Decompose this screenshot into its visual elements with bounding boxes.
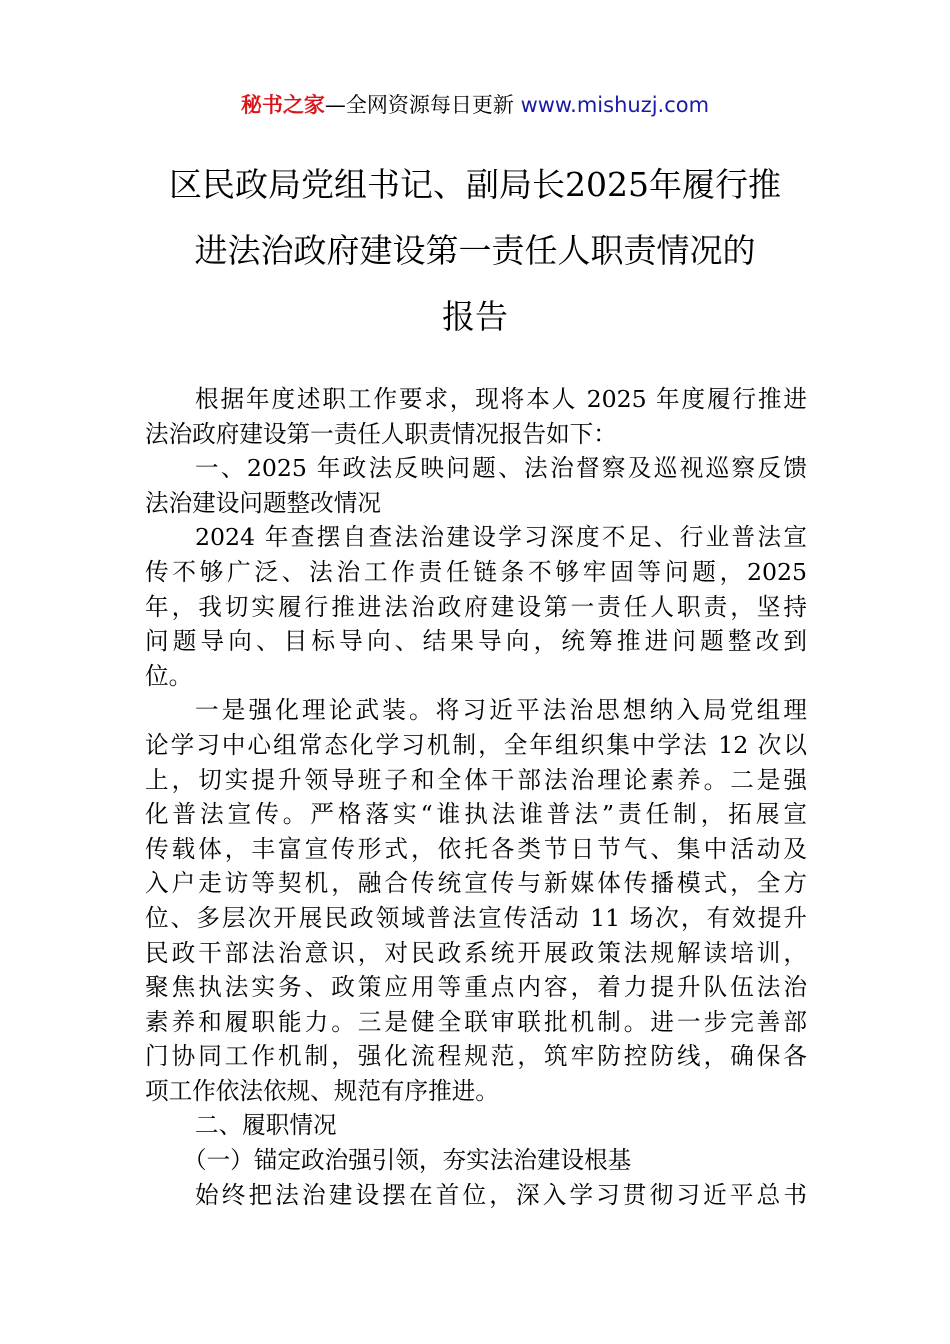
site-header-banner [0, 88, 950, 122]
section-heading-2: 二、履职情况 [195, 1111, 337, 1140]
body-line: 聚焦执法实务、政策应用等重点内容，着力提升队伍法治 [145, 973, 807, 1002]
title-line: 报告 [442, 297, 508, 336]
body-line: 一是强化理论武装。将习近平法治思想纳入局党组理 [195, 696, 807, 725]
body-line: 位、多层次开展民政领域普法宣传活动 11 场次，有效提升 [145, 903, 807, 932]
body-line: 素养和履职能力。三是健全联审联批机制。进一步完善部 [145, 1007, 807, 1036]
body-line: 民政干部法治意识，对民政系统开展政策法规解读培训， [145, 938, 807, 967]
body-line: 年，我切实履行推进法治政府建设第一责任人职责，坚持 [145, 592, 807, 621]
body-line: 法治政府建设第一责任人职责情况报告如下： [145, 419, 617, 448]
body-line: 上，切实提升领导班子和全体干部法治理论素养。二是强 [145, 765, 807, 794]
body-line: 位。 [145, 661, 193, 690]
body-line: 论学习中心组常态化学习机制，全年组织集中学法 12 次以 [145, 730, 807, 759]
section-heading-1: 一、2025 年政法反映问题、法治督察及巡视巡察反馈 [195, 454, 807, 483]
document-body [145, 382, 807, 1212]
body-line: 入户走访等契机，融合传统宣传与新媒体传播模式，全方 [145, 869, 807, 898]
body-line: 传不够广泛、法治工作责任链条不够牢固等问题，2025 [145, 557, 807, 586]
body-line: 根据年度述职工作要求，现将本人 2025 年度履行推进 [195, 385, 807, 413]
body-line: 2024 年查摆自查法治建设学习深度不足、行业普法宣 [195, 523, 807, 552]
subsection-heading: （一）锚定政治强引领，夯实法治建设根基 [183, 1146, 632, 1175]
site-url-link[interactable]: www.mishuzj.com [520, 93, 710, 117]
body-line: 传载体，丰富宣传形式，依托各类节日节气、集中活动及 [145, 834, 807, 863]
body-line: 化普法宣传。严格落实“谁执法谁普法”责任制，拓展宣 [145, 800, 807, 829]
site-brand: 秘书之家 [240, 93, 325, 117]
body-line: 门协同工作机制，强化流程规范，筑牢防控防线，确保各 [145, 1042, 807, 1071]
title-line: 区民政局党组书记、副局长2025年履行推 [169, 165, 781, 204]
section-heading-1-cont: 法治建设问题整改情况 [145, 488, 381, 517]
title-line: 进法治政府建设第一责任人职责情况的 [194, 231, 756, 270]
body-line: 项工作依法依规、规范有序推进。 [145, 1076, 499, 1105]
document-title [120, 152, 830, 350]
body-line: 问题导向、目标导向、结果导向，统筹推进问题整改到 [145, 627, 807, 656]
site-slogan: —全网资源每日更新 [324, 93, 521, 117]
body-line: 始终把法治建设摆在首位，深入学习贯彻习近平总书 [195, 1180, 807, 1209]
